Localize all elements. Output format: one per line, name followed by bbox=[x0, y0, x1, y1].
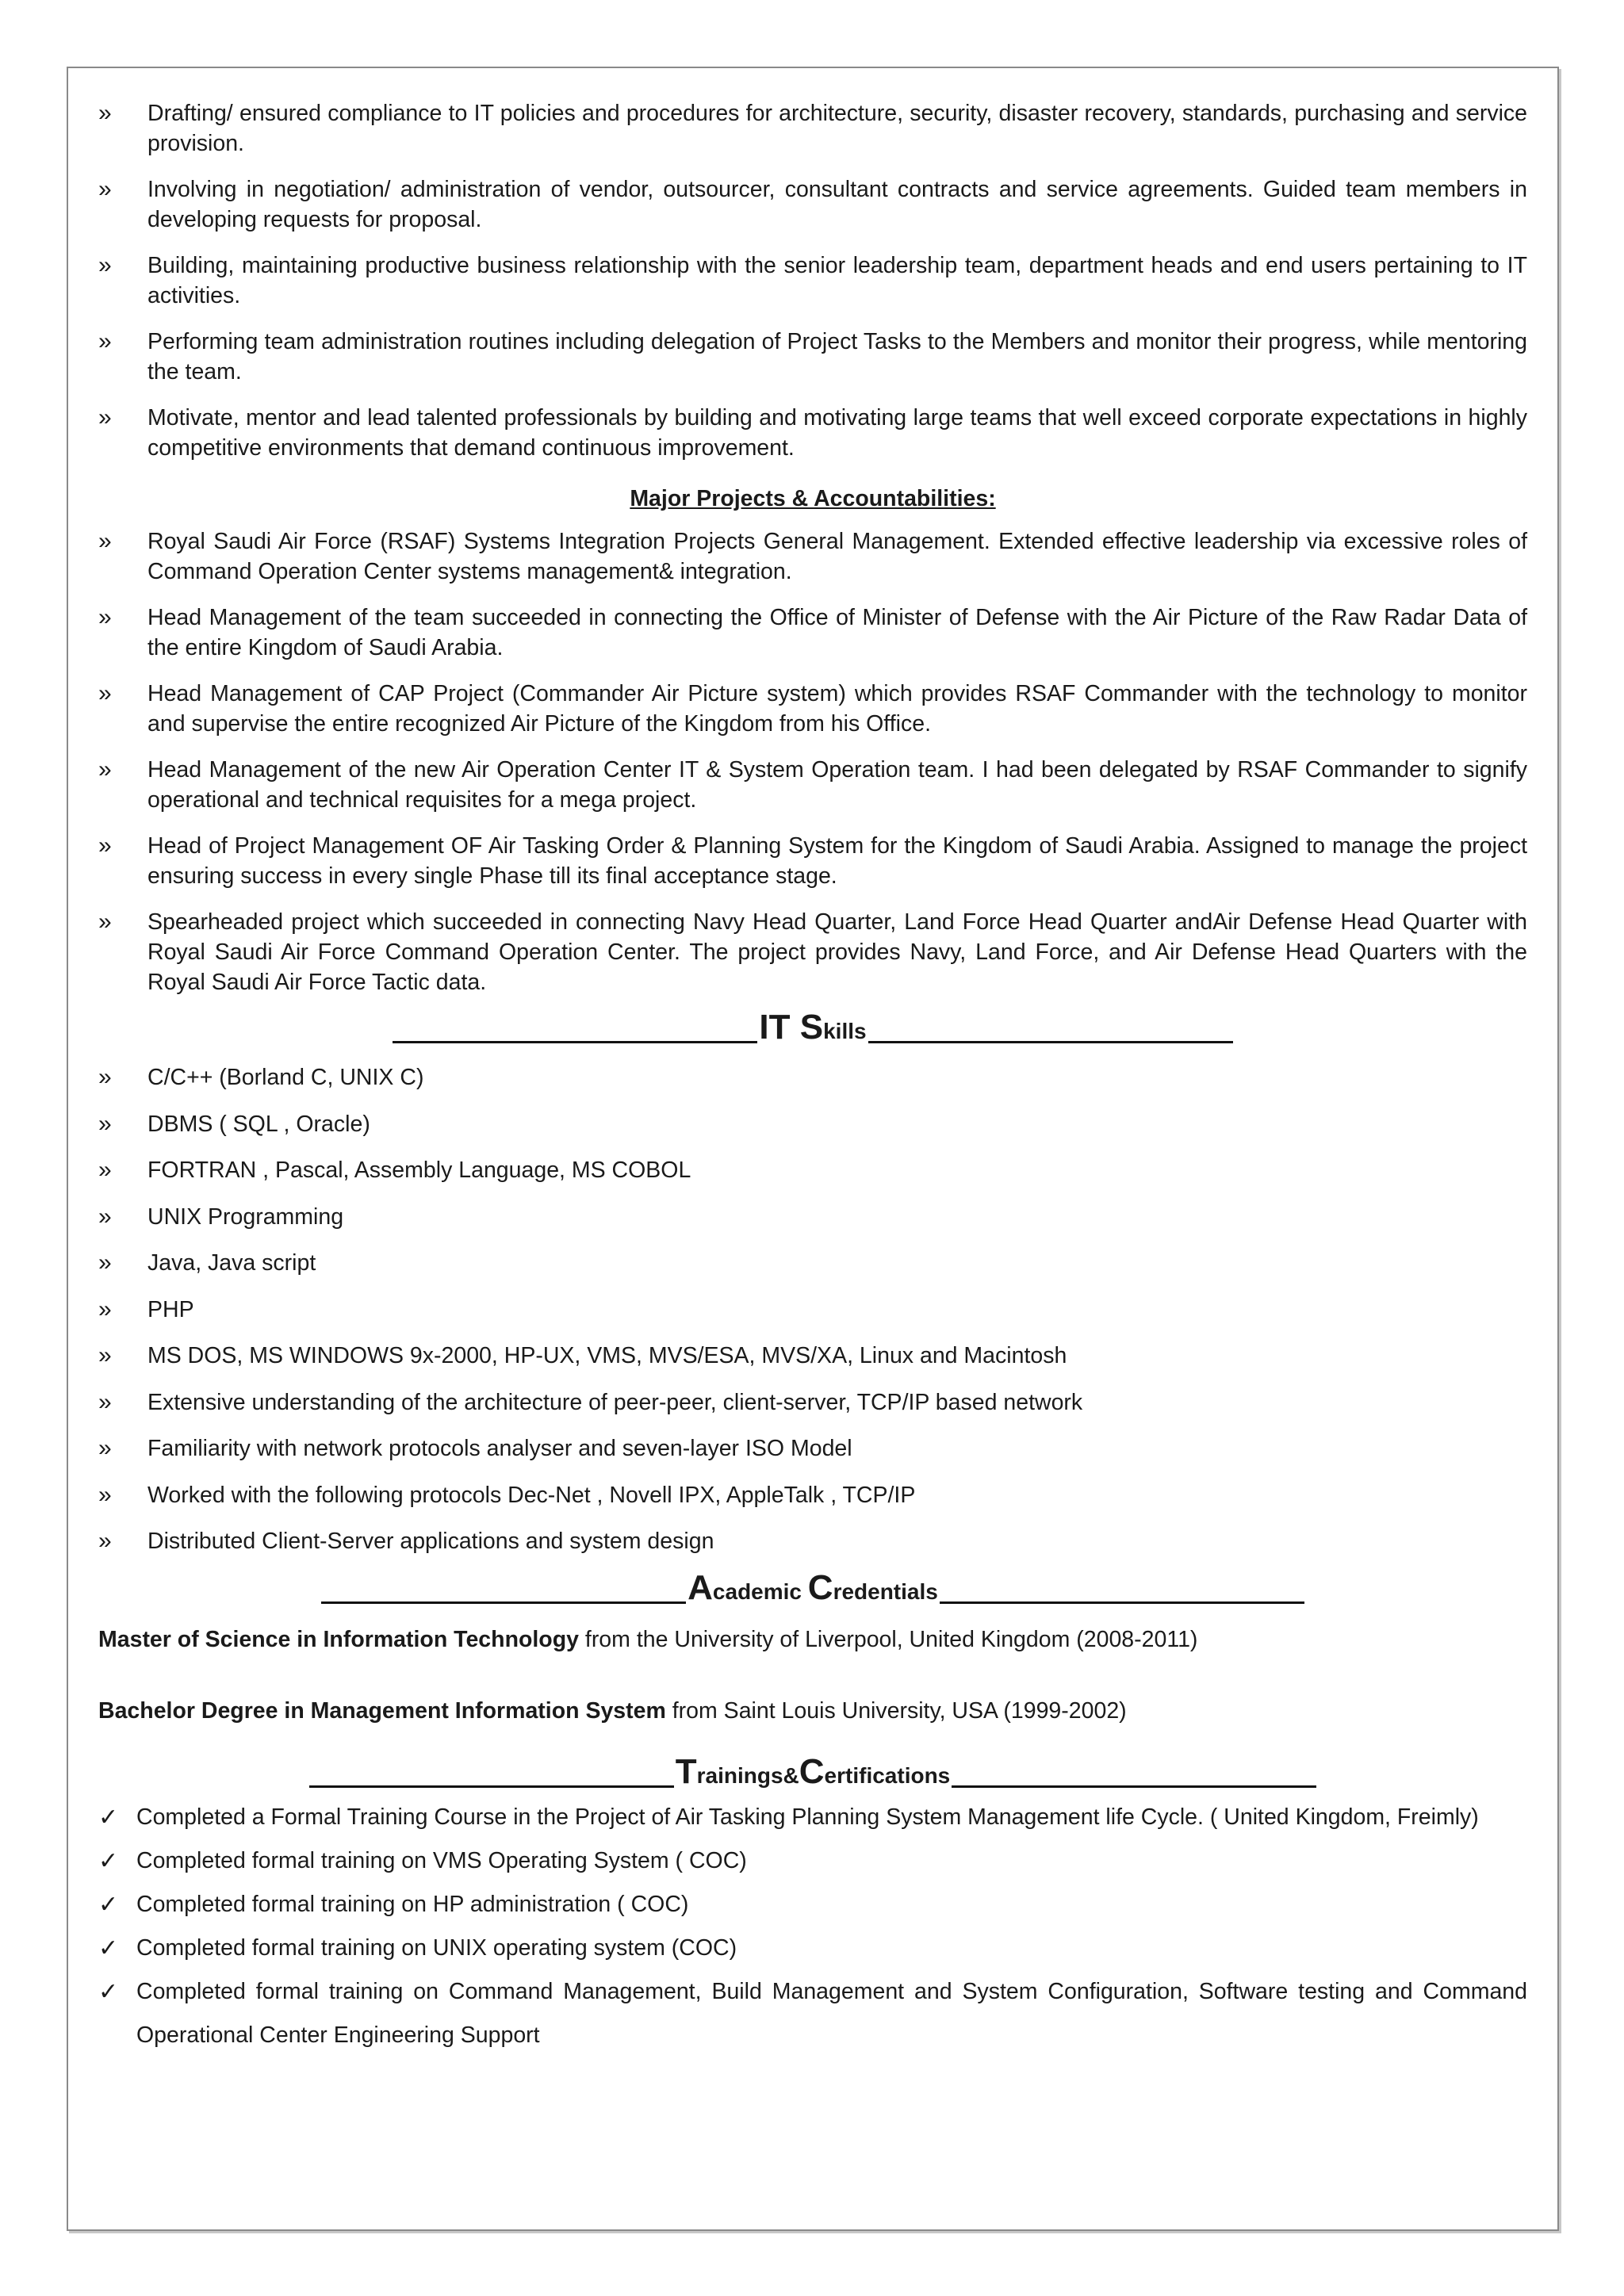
bullet-icon: » bbox=[98, 100, 112, 126]
bullet-icon: » bbox=[98, 1388, 112, 1415]
list-item: » Drafting/ ensured compliance to IT policies and procedures for architecture, security, disaster recovery, standards, purchasing and service provision. bbox=[98, 100, 1527, 156]
checkmark-icon: ✓ bbox=[98, 1804, 119, 1831]
list-item: » Extensive understanding of the architecture of peer-peer, client-server, TCP/IP based network bbox=[98, 1387, 1527, 1418]
bullet-icon: » bbox=[98, 909, 112, 935]
heading-rule bbox=[952, 1785, 1316, 1788]
list-item: ✓ Completed formal training on UNIX operating system (COC) bbox=[98, 1927, 1527, 1970]
degree-masters: Master of Science in Information Technology from the University of Liverpool, United Kingdom (2008-2011) bbox=[98, 1627, 1198, 1652]
list-item: » Head Management of CAP Project (Commander Air Picture system) which provides RSAF Commander with the technology to monitor and supervise the entire recognized Air Picture of the Kingdom from his Office. bbox=[98, 680, 1527, 737]
trainings-list bbox=[98, 1796, 1527, 2057]
bullet-icon: » bbox=[98, 1295, 112, 1322]
list-item: » Building, maintaining productive business relationship with the senior leadership team, department heads and end users pertaining to IT activities. bbox=[98, 252, 1527, 308]
list-item: » Head Management of the team succeeded in connecting the Office of Minister of Defense with the Air Picture of the Raw Radar Data of the entire Kingdom of Saudi Arabia. bbox=[98, 604, 1527, 660]
bullet-icon: » bbox=[98, 404, 112, 430]
bullet-icon: » bbox=[98, 1064, 112, 1090]
checkmark-icon: ✓ bbox=[98, 1892, 119, 1918]
list-item: » Involving in negotiation/ administration of vendor, outsourcer, consultant contracts and service agreements. Guided team members in developing requests for proposal. bbox=[98, 176, 1527, 232]
it-skills-list bbox=[98, 1062, 1527, 1556]
list-item: » DBMS ( SQL , Oracle) bbox=[98, 1109, 1527, 1139]
list-item: » Motivate, mentor and lead talented professionals by building and motivating large teams that well exceed corporate expectations in highly competitive environments that demand continuous improvement. bbox=[98, 404, 1527, 461]
heading-rule bbox=[321, 1601, 686, 1604]
list-item: ✓ Completed formal training on HP administration ( COC) bbox=[98, 1883, 1527, 1927]
it-skills-heading: IT Skills bbox=[98, 1001, 1527, 1045]
list-item: » FORTRAN , Pascal, Assembly Language, MS COBOL bbox=[98, 1155, 1527, 1185]
bullet-icon: » bbox=[98, 1110, 112, 1137]
heading-rule bbox=[309, 1785, 674, 1788]
list-item: » Head Management of the new Air Operation Center IT & System Operation team. I had been delegated by RSAF Commander to signify operational and technical requisites for a mega project. bbox=[98, 756, 1527, 813]
list-item: » Royal Saudi Air Force (RSAF) Systems Integration Projects General Management. Extended effective leadership via excessive roles of Command Operation Center systems management& integration. bbox=[98, 528, 1527, 584]
checkmark-icon: ✓ bbox=[98, 1848, 119, 1874]
bullet-icon: » bbox=[98, 176, 112, 202]
bullet-icon: » bbox=[98, 328, 112, 354]
list-item: » C/C++ (Borland C, UNIX C) bbox=[98, 1062, 1527, 1093]
projects-heading: Major Projects & Accountabilities: bbox=[630, 486, 996, 511]
bullet-icon: » bbox=[98, 832, 112, 859]
projects-list bbox=[98, 526, 1527, 997]
list-item: ✓ Completed a Formal Training Course in the Project of Air Tasking Planning System Management life Cycle. ( United Kingdom, Freimly) bbox=[98, 1796, 1527, 1839]
list-item: » Familiarity with network protocols analyser and seven-layer ISO Model bbox=[98, 1433, 1527, 1464]
bullet-icon: » bbox=[98, 1157, 112, 1183]
heading-rule bbox=[393, 1041, 757, 1043]
bullet-icon: » bbox=[98, 604, 112, 630]
list-item: » MS DOS, MS WINDOWS 9x-2000, HP-UX, VMS, MVS/ESA, MVS/XA, Linux and Macintosh bbox=[98, 1341, 1527, 1371]
heading-rule bbox=[868, 1041, 1233, 1043]
list-item: ✓ Completed formal training on VMS Operating System ( COC) bbox=[98, 1839, 1527, 1883]
trainings-heading: Trainings&Certifications bbox=[98, 1745, 1527, 1789]
list-item: ✓ Completed formal training on Command Management, Build Management and System Configuration, Software testing and Command Operational Center Engineering Support bbox=[98, 1970, 1527, 2057]
list-item: » Worked with the following protocols Dec-Net , Novell IPX, AppleTalk , TCP/IP bbox=[98, 1480, 1527, 1510]
checkmark-icon: ✓ bbox=[98, 1935, 119, 1961]
bullet-icon: » bbox=[98, 1203, 112, 1230]
list-item: » Head of Project Management OF Air Tasking Order & Planning System for the Kingdom of Saudi Arabia. Assigned to manage the project ensuring success in every single Phase till its final acceptance stage. bbox=[98, 832, 1527, 889]
list-item: » Distributed Client-Server applications and system design bbox=[98, 1526, 1527, 1556]
heading-rule bbox=[940, 1601, 1304, 1604]
responsibilities-list bbox=[98, 98, 1527, 463]
bullet-icon: » bbox=[98, 1528, 112, 1554]
bullet-icon: » bbox=[98, 252, 112, 278]
checkmark-icon: ✓ bbox=[98, 1979, 119, 2005]
list-item: » UNIX Programming bbox=[98, 1202, 1527, 1232]
list-item: » Spearheaded project which succeeded in connecting Navy Head Quarter, Land Force Head Quarter andAir Defense Head Quarter with Royal Saudi Air Force Command Operation Center. The project provides Navy, Land Force, and Air Defense Head Quarters with the Royal Saudi Air Force Tactic data. bbox=[98, 909, 1527, 995]
bullet-icon: » bbox=[98, 1435, 112, 1461]
resume-page bbox=[98, 98, 1527, 2057]
bullet-icon: » bbox=[98, 756, 112, 783]
list-item: » PHP bbox=[98, 1295, 1527, 1325]
bullet-icon: » bbox=[98, 1342, 112, 1368]
academic-heading: Academic Credentials bbox=[98, 1561, 1527, 1605]
list-item: » Performing team administration routines including delegation of Project Tasks to the Members and monitor their progress, while mentoring the team. bbox=[98, 328, 1527, 385]
bullet-icon: » bbox=[98, 1481, 112, 1508]
bullet-icon: » bbox=[98, 528, 112, 554]
degree-bachelors: Bachelor Degree in Management Information System from Saint Louis University, USA (1999-2002) bbox=[98, 1698, 1127, 1724]
bullet-icon: » bbox=[98, 1249, 112, 1276]
bullet-icon: » bbox=[98, 680, 112, 706]
list-item: » Java, Java script bbox=[98, 1248, 1527, 1278]
